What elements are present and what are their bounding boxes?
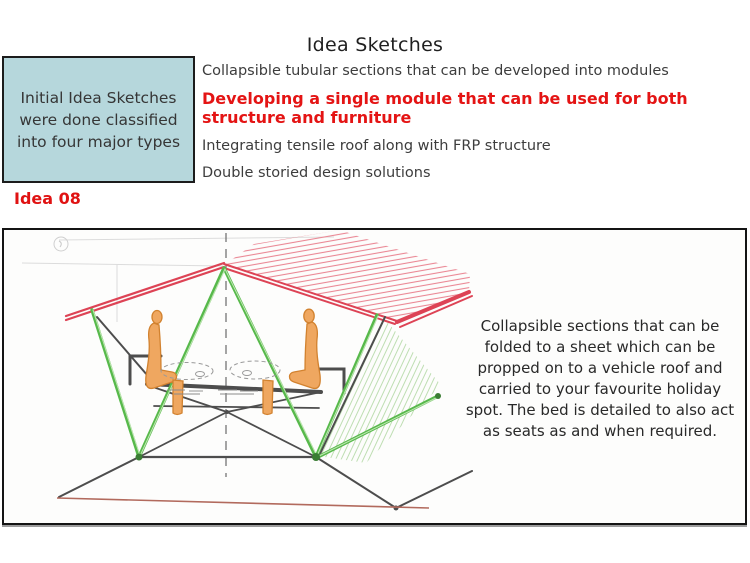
green-hatch-plane (318, 318, 441, 463)
idea-type-item: Collapsible tubular sections that can be developed into modules (202, 63, 669, 79)
ground-line (57, 498, 429, 508)
sketch-caption (452, 316, 748, 442)
caption-line: folded to a sheet which can be (484, 338, 716, 356)
intro-line: Initial Idea Sketches (20, 88, 177, 107)
caption-line: carried to your favourite holiday (478, 380, 722, 398)
intro-box (2, 56, 195, 183)
caption-line: spot. The bed is detailed to also act (465, 401, 735, 419)
page-title: Idea Sketches (306, 34, 444, 56)
intro-line: into four major types (16, 132, 181, 151)
roof-sketch (66, 230, 472, 327)
idea-type-item: Double storied design solutions (202, 165, 431, 181)
idea-type-list (202, 62, 750, 182)
intro-line: were done classified (19, 110, 178, 129)
caption-line: as seats as and when required. (482, 422, 718, 440)
idea-type-item: Integrating tensile roof along with FRP structure (202, 138, 551, 154)
idea-number-label: Idea 08 (14, 189, 81, 208)
caption-line: propped on to a vehicle roof and (477, 359, 723, 377)
idea-type-item-highlighted: Developing a single module that can be used for both structure and furniture (202, 89, 688, 127)
caption-line: Collapsible sections that can be (480, 317, 720, 335)
sketch-image-panel (2, 228, 747, 525)
